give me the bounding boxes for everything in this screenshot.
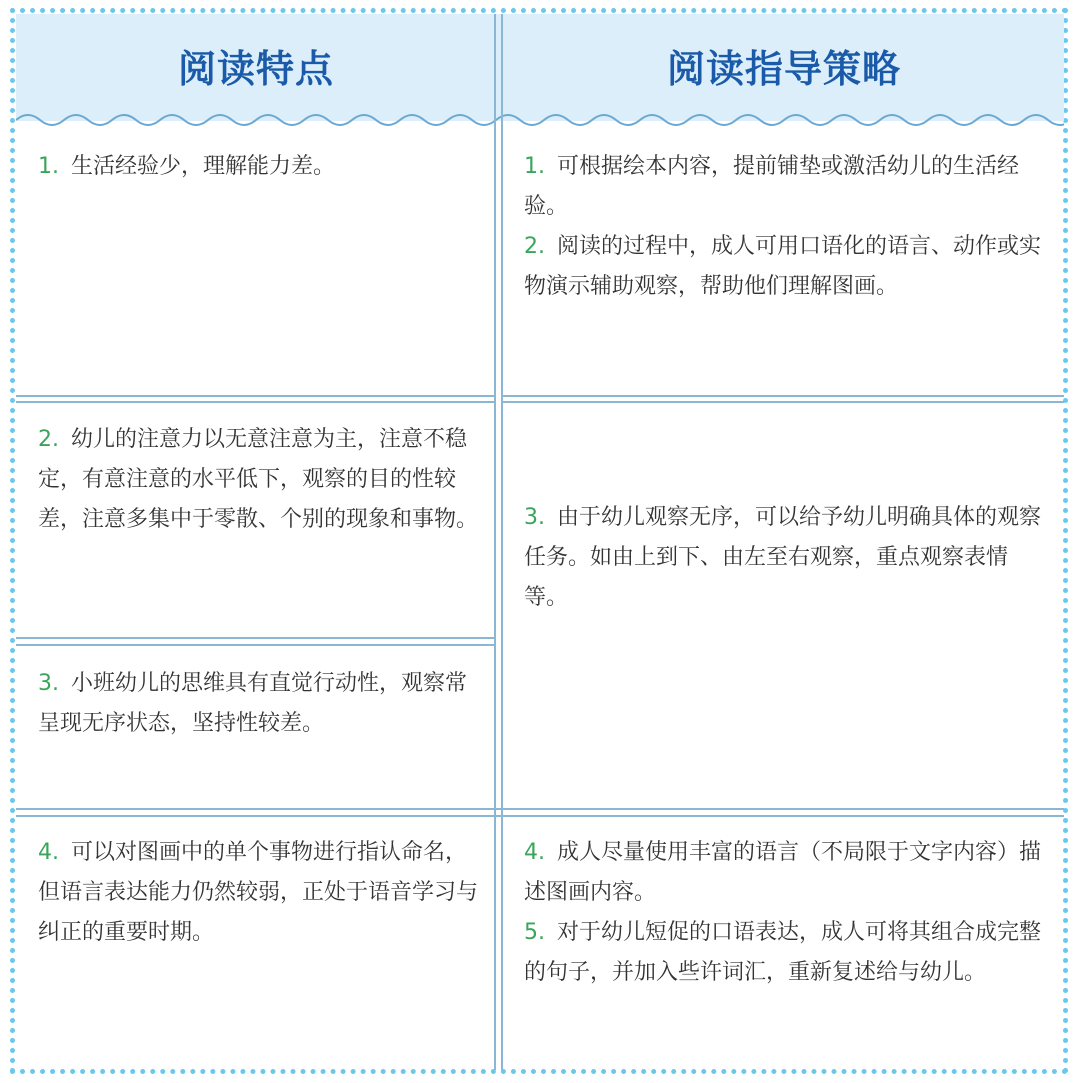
list-item: 4. 可以对图画中的单个事物进行指认命名，但语言表达能力仍然较弱，正处于语音学习与纠正的重要时期。 [38,840,479,945]
list-item: 4. 成人尽量使用丰富的语言（不局限于文字内容）描述图画内容。 [524,840,1042,905]
cell-left-row3 [38,664,478,744]
header-left-title: 阅读特点 [177,47,334,91]
row-divider-1b [16,401,496,403]
row-divider-2b [16,644,496,646]
cell-left-row2 [38,420,478,540]
row-divider-3a [16,808,1064,810]
row-divider-1a [16,395,496,397]
column-divider-2 [501,14,503,1070]
cell-left-row4 [38,833,478,953]
column-divider-1 [494,14,496,1070]
cell-right-row2 [524,498,1044,618]
cell-right-row1 [524,147,1044,307]
row-divider-1d [503,401,1064,403]
list-item: 5. 对于幼儿短促的口语表达，成人可将其组合成完整的句子，并加入些许词汇，重新复述给与幼儿。 [524,920,1042,985]
wave-divider [16,110,1064,130]
row-divider-3b [16,815,1064,817]
row-divider-1c [503,395,1064,397]
cell-left-row1 [38,147,478,187]
list-item: 3. 小班幼儿的思维具有直觉行动性，观察常呈现无序状态，坚持性较差。 [38,671,468,736]
header-right-title: 阅读指导策略 [666,47,901,91]
list-item: 3. 由于幼儿观察无序，可以给予幼儿明确具体的观察任务。如由上到下、由左至右观察，重点观察表情等。 [524,505,1042,610]
list-item: 1. 生活经验少，理解能力差。 [38,154,336,179]
list-item: 2. 幼儿的注意力以无意注意为主，注意不稳定，有意注意的水平低下，观察的目的性较差，注意多集中于零散、个别的现象和事物。 [38,427,479,532]
cell-right-row4 [524,833,1044,993]
list-item: 1. 可根据绘本内容，提前铺垫或激活幼儿的生活经验。 [524,154,1020,219]
list-item: 2. 阅读的过程中，成人可用口语化的语言、动作或实物演示辅助观察，帮助他们理解图画。 [524,234,1042,299]
row-divider-2a [16,637,496,639]
